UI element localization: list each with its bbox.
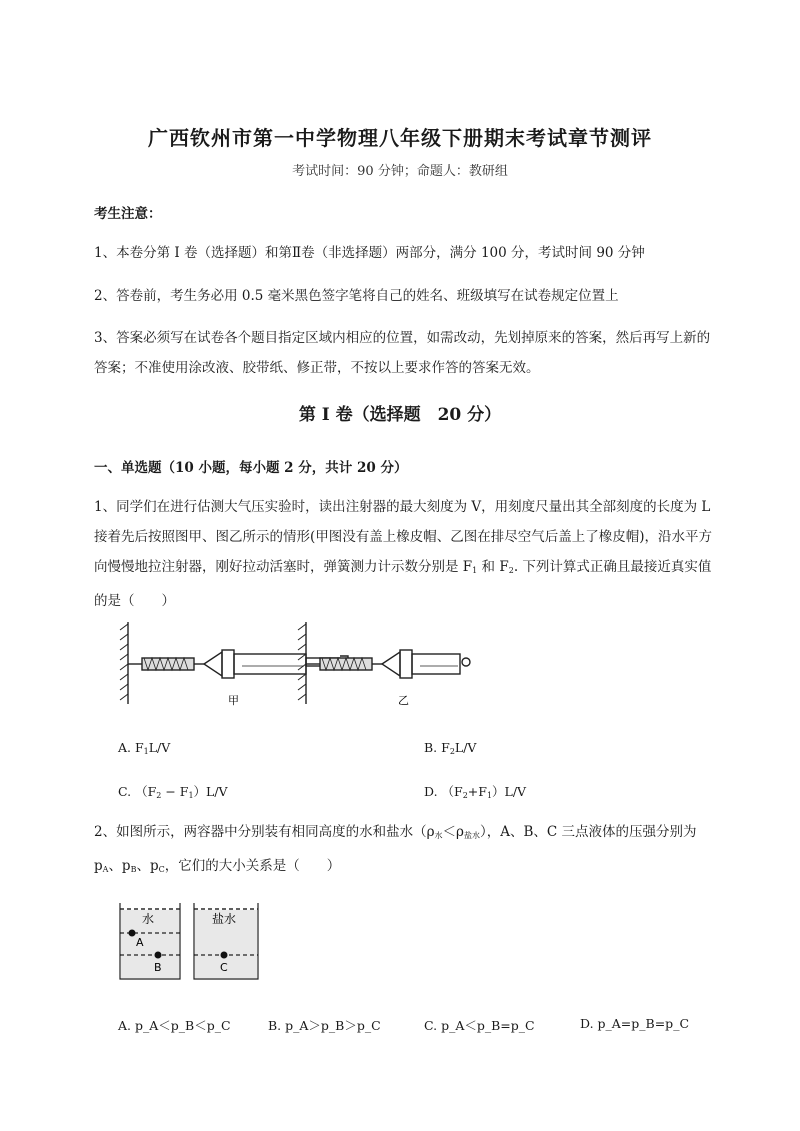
q2-option-d[interactable]: D. p_A=p_B=p_C bbox=[580, 1016, 690, 1031]
q1-option-b[interactable]: B. $F_2L/V$ bbox=[424, 740, 477, 756]
notice-item-2: 2、答卷前，考生务必用 0.5 毫米黑色签字笔将自己的姓名、班级填写在试卷规定位置上 bbox=[94, 288, 619, 304]
syringe-figure bbox=[118, 620, 478, 712]
containers-figure bbox=[118, 893, 268, 983]
point-b-marker bbox=[155, 952, 162, 959]
question-1-text: 1、同学们在进行估测大气压实验时，读出注射器的最大刻度为 V，用刻度尺量出其全部刻度的长度为 L 接着先后按照图甲、图乙所示的情形(甲图没有盖上橡皮帽、乙图在排尽空气后盖上了橡皮帽)，沿水平方向慢慢地拉注射器，刚好拉动活塞时，弹簧测力计示数分别是 $F_1$ 和 $F_2$. 下列计算式正确且最接近真实值的是（ ） bbox=[94, 499, 713, 609]
figure-label-jia: 甲 bbox=[228, 694, 239, 707]
page-title: 广西钦州市第一中学物理八年级下册期末考试章节测评 bbox=[148, 126, 652, 150]
salt-water-label: 盐水 bbox=[212, 912, 237, 926]
q2-option-b[interactable]: B. p_A＞p_B＞p_C bbox=[268, 1018, 381, 1033]
page-subtitle: 考试时间：90 分钟；命题人：教研组 bbox=[292, 164, 508, 179]
point-a-label: A bbox=[136, 936, 144, 949]
section-title: 第 I 卷（选择题 20 分） bbox=[298, 405, 502, 425]
notice-item-1: 1、本卷分第 I 卷（选择题）和第Ⅱ卷（非选择题）两部分，满分 100 分，考试时间 90 分钟 bbox=[94, 245, 645, 261]
q2-option-a[interactable]: A. p_A＜p_B＜p_C bbox=[118, 1018, 231, 1033]
question-2-text: 2、如图所示，两容器中分别装有相同高度的水和盐水$(\rho_水<\rho_{盐水})$，A、B、C 三点液体的压强分别为 $p_A$、$p_B$、$p_C$，它们的大小关系是（ ） bbox=[94, 824, 697, 874]
q1-option-d[interactable]: D. $(F_2+F_1)L/V$ bbox=[424, 784, 527, 800]
point-b-label: B bbox=[154, 961, 162, 974]
q1-option-a[interactable]: A. $F_1L/V$ bbox=[118, 740, 171, 756]
point-c-marker bbox=[221, 952, 228, 959]
syringe-setup-left bbox=[120, 622, 348, 704]
figure-label-yi: 乙 bbox=[398, 694, 409, 707]
water-label: 水 bbox=[142, 912, 155, 926]
point-a-marker bbox=[129, 930, 136, 937]
part-heading: 一、单选题（10 小题，每小题 2 分，共计 20 分） bbox=[94, 460, 408, 476]
q1-option-c[interactable]: C. $(F_2 - F_1)L/V$ bbox=[118, 784, 228, 800]
notice-heading: 考生注意： bbox=[94, 206, 162, 222]
q2-option-c[interactable]: C. p_A＜p_B=p_C bbox=[424, 1018, 535, 1033]
syringe-setup-right bbox=[298, 622, 470, 704]
notice-item-3: 3、答案必须写在试卷各个题目指定区域内相应的位置，如需改动，先划掉原来的答案，然后再写上新的答案；不准使用涂改液、胶带纸、修正带，不按以上要求作答的答案无效。 bbox=[94, 330, 711, 376]
point-c-label: C bbox=[220, 961, 228, 974]
